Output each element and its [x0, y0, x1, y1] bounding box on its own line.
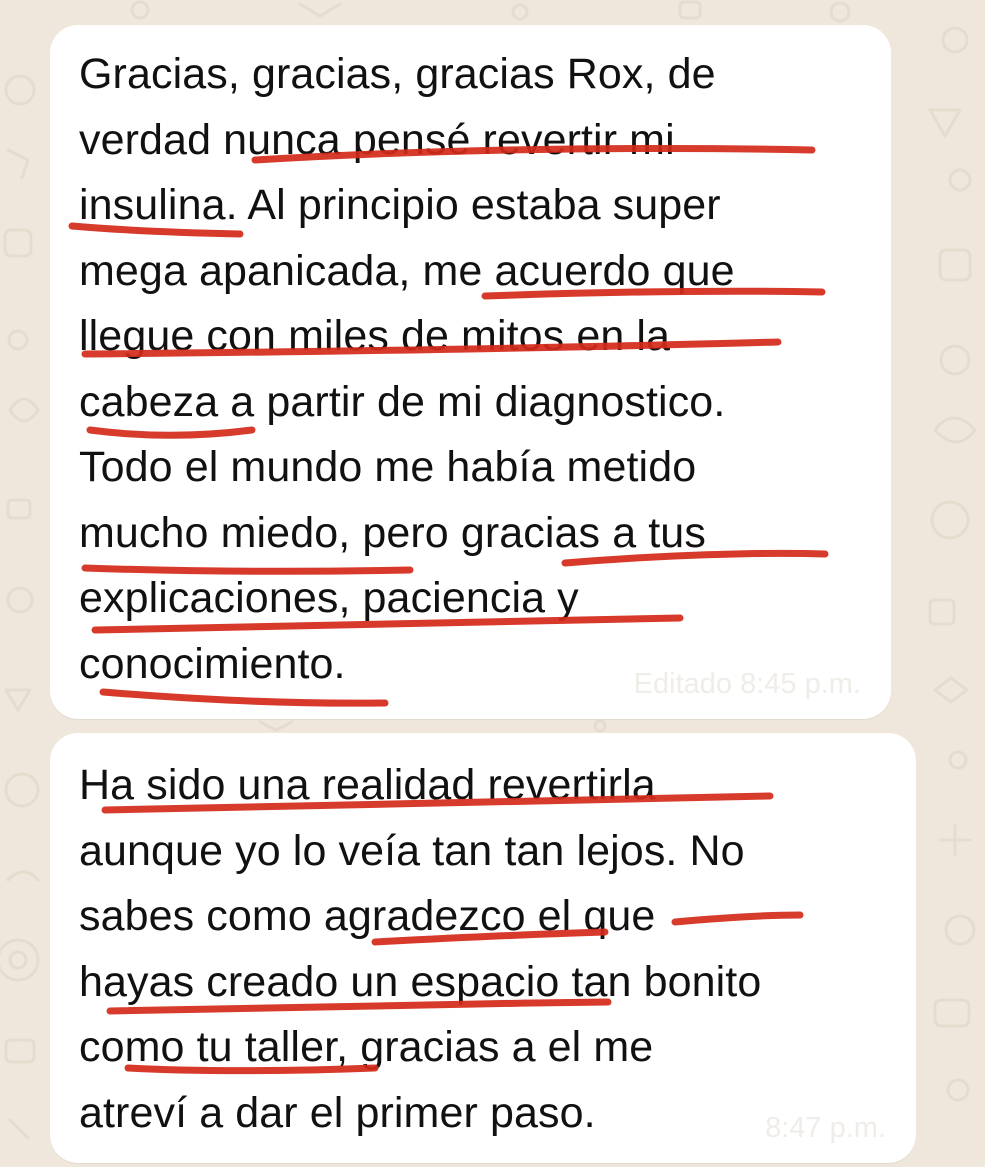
message-text: Gracias, gracias, gracias Rox, de verdad nunca pensé revertir mi insulina. Al principio estaba super mega apanicada, me acuerdo que llegue con miles de mitos en la cabeza a partir de mi diagnostico. Todo el mundo me había metido mucho miedo, pero gracias a tus explicaciones, paciencia y conocimiento. — [79, 50, 735, 688]
message-timestamp: Editado 8:45 p.m. — [633, 668, 861, 700]
message-bubble[interactable] — [50, 25, 891, 719]
message-timestamp: 8:47 p.m. — [765, 1112, 886, 1144]
message-text: Ha sido una realidad revertirla aunque yo lo veía tan tan lejos. No sabes como agradezco el que hayas creado un espacio tan bonito como tu taller, gracias a el me atreví a dar el primer paso. — [79, 761, 762, 1137]
message-bubble[interactable] — [50, 733, 916, 1163]
